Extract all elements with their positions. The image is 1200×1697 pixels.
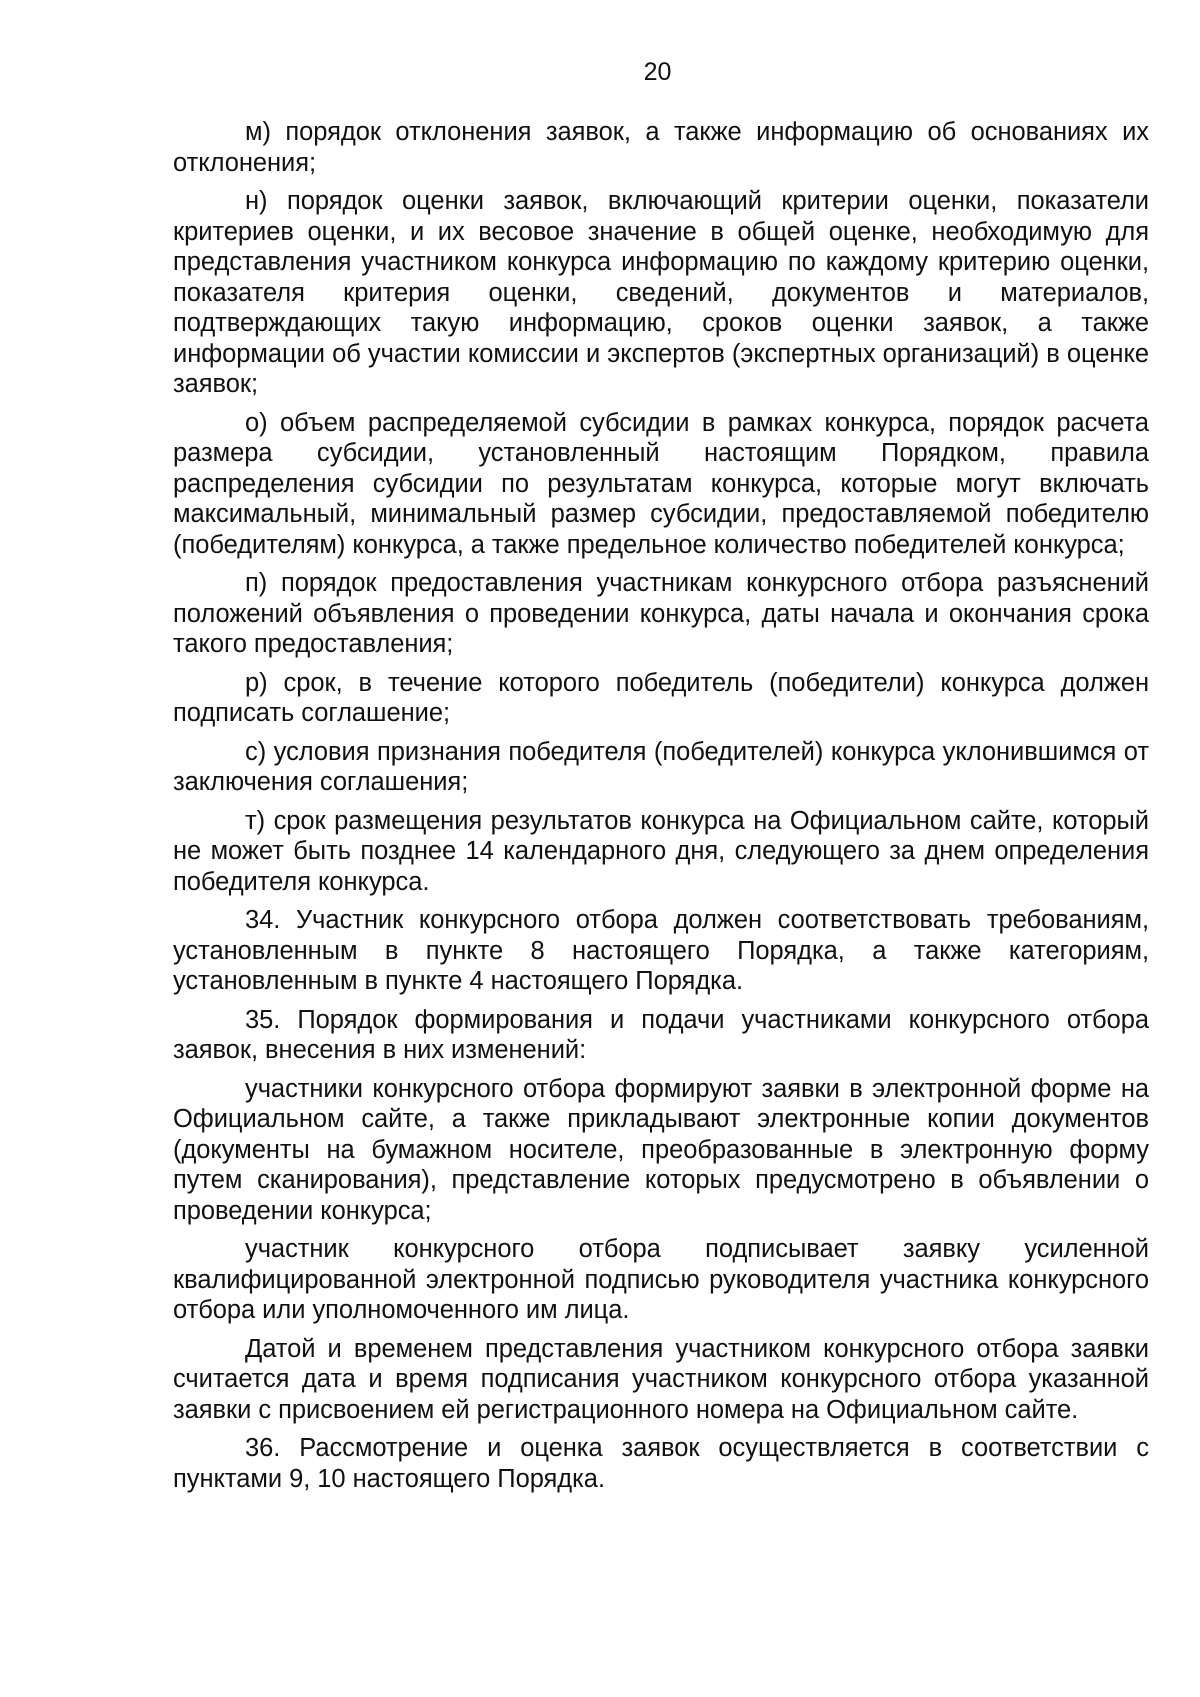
- paragraph-35: 35. Порядок формирования и подачи участниками конкурсного отбора заявок, внесения в них изменений:: [173, 1005, 1149, 1064]
- paragraph-36: 36. Рассмотрение и оценка заявок осуществляется в соответствии с пунктами 9, 10 настоящего Порядка.: [173, 1434, 1149, 1493]
- paragraph-n: н) порядок оценки заявок, включающий критерии оценки, показатели критериев оценки, и их весовое значение в общей оценке, необходимую для представления участником конкурса информацию по каждому критерию оценки, показателя критерия оценки, сведений, документов и материалов, подтверждающих такую информацию, сроков оценки заявок, а также информации об участии комиссии и экспертов (экспертных организаций) в оценке заявок;: [173, 187, 1149, 398]
- paragraph-s: с) условия признания победителя (победителей) конкурса уклонившимся от заключения соглашения;: [173, 737, 1149, 796]
- paragraph-t: т) срок размещения результатов конкурса на Официальном сайте, который не может быть позднее 14 календарного дня, следующего за днем определения победителя конкурса.: [173, 806, 1149, 896]
- paragraph-r: р) срок, в течение которого победитель (победители) конкурса должен подписать соглашение;: [173, 668, 1149, 727]
- paragraph-o: о) объем распределяемой субсидии в рамках конкурса, порядок расчета размера субсидии, установленный настоящим Порядком, правила распределения субсидии по результатам конкурса, которые могут включать максимальный, минимальный размер субсидии, предоставляемой победителю (победителям) конкурса, а также предельное количество победителей конкурса;: [173, 408, 1149, 559]
- paragraph-34: 34. Участник конкурсного отбора должен соответствовать требованиям, установленным в пункте 8 настоящего Порядка, а также категориям, установленным в пункте 4 настоящего Порядка.: [173, 906, 1149, 995]
- paragraph-35-date: Датой и временем представления участником конкурсного отбора заявки считается дата и время подписания участником конкурсного отбора указанной заявки с присвоением ей регистрационного номера на Официальном сайте.: [173, 1334, 1149, 1424]
- page-number: 20: [643, 58, 672, 86]
- paragraph-m: м) порядок отклонения заявок, а также информацию об основаниях их отклонения;: [173, 118, 1149, 177]
- paragraph-p: п) порядок предоставления участникам конкурсного отбора разъяснений положений объявления о проведении конкурса, даты начала и окончания срока такого предоставления;: [173, 569, 1149, 658]
- paragraph-35-sign: участник конкурсного отбора подписывает заявку усиленной квалифицированной электронной подписью руководителя участника конкурсного отбора или уполномоченного им лица.: [173, 1235, 1149, 1324]
- document-body: [173, 117, 1149, 1502]
- paragraph-35-form: участники конкурсного отбора формируют заявки в электронной форме на Официальном сайте, а также прикладывают электронные копии документов (документы на бумажном носителе, преобразованные в электронную форму путем сканирования), представление которых предусмотрено в объявлении о проведении конкурса;: [173, 1074, 1149, 1225]
